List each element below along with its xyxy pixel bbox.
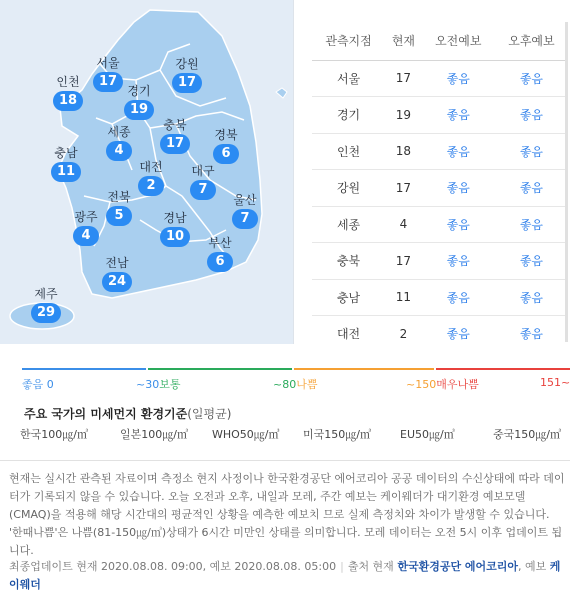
last-update-text: 최종업데이트 현재 2020.08.08. 09:00, 예보 2020.08.08. 05:00 xyxy=(9,560,337,573)
region-gyeongnam[interactable] xyxy=(155,211,195,247)
region-pm-value-badge: 6 xyxy=(213,144,239,164)
legend-threshold-80: ~80 xyxy=(273,378,297,391)
cell-pm-forecast: 좋음 xyxy=(495,170,568,207)
cell-am-forecast: 좋음 xyxy=(422,279,495,316)
section-divider xyxy=(0,460,570,461)
region-name: 충남 xyxy=(54,146,78,160)
cell-current: 2 xyxy=(385,316,422,345)
ulleung-island xyxy=(276,88,287,98)
region-pm-value-badge: 5 xyxy=(106,206,132,226)
table-row[interactable] xyxy=(312,97,568,134)
cell-pm-forecast: 좋음 xyxy=(495,243,568,280)
table-row[interactable] xyxy=(312,60,568,97)
legend-label-150 xyxy=(406,376,479,392)
standards-list xyxy=(0,426,570,442)
region-name: 경남 xyxy=(163,211,187,225)
cell-am-forecast: 좋음 xyxy=(422,170,495,207)
cell-station: 경기 xyxy=(312,97,385,134)
cell-current: 17 xyxy=(385,243,422,280)
region-incheon[interactable] xyxy=(48,75,88,111)
cell-am-forecast: 좋음 xyxy=(422,133,495,170)
region-name: 세종 xyxy=(107,125,131,139)
region-pm-value-badge: 19 xyxy=(124,100,154,120)
region-gangwon[interactable] xyxy=(167,57,207,93)
region-name: 대구 xyxy=(191,164,215,178)
table-row[interactable] xyxy=(312,206,568,243)
cell-pm-forecast: 좋음 xyxy=(495,206,568,243)
meta-separator: | xyxy=(340,560,344,573)
region-name: 경기 xyxy=(127,84,151,98)
cell-station: 충북 xyxy=(312,243,385,280)
cell-pm-forecast: 좋음 xyxy=(495,316,568,345)
table-row[interactable] xyxy=(312,170,568,207)
legend-label-good: 좋음 0 xyxy=(22,378,54,391)
legend-label-151: 151~ xyxy=(540,376,570,389)
cell-station: 충남 xyxy=(312,279,385,316)
region-name: 경북 xyxy=(214,128,238,142)
source-airkorea-link[interactable]: 한국환경공단 에어코리아 xyxy=(397,560,519,573)
legend-bar-normal xyxy=(148,368,292,370)
region-name: 대전 xyxy=(139,160,163,174)
standards-title-text: 주요 국가의 미세먼지 환경기준 xyxy=(24,407,188,421)
cell-pm-forecast: 좋음 xyxy=(495,133,568,170)
data-notice-text: 현재는 실시간 관측된 자료이며 측정소 현지 사정이나 한국환경공단 에어코리아 공공 데이터의 수신상태에 따라 데이터가 기록되지 않을 수 있습니다. 오늘 오전과 오후, 내일과 모레, 주간 예보는 케이웨더가 대기환경 예보모델(CMAQ)을 적용해 해당 시간대의 평균적인 상황을 예측한 예보치 므로 실제 측정치와 차이가 발생할 수 있습니다. '한때나쁨'은 나쁨(81-150㎍/㎥)상태가 6시간 미만인 상태를 의미합니다. 모레 데이터는 오전 5시 이후 업데이트 됩니다. xyxy=(9,472,565,557)
cell-station: 인천 xyxy=(312,133,385,170)
region-name: 강원 xyxy=(175,57,199,71)
cell-station: 대전 xyxy=(312,316,385,345)
standard-korea: 한국100㎍/㎥ xyxy=(20,428,88,441)
standard-china: 중국150㎍/㎥ xyxy=(493,428,561,441)
cell-pm-forecast: 좋음 xyxy=(495,97,568,134)
region-pm-value-badge: 7 xyxy=(190,180,216,200)
legend-bar-bad xyxy=(294,368,434,370)
region-pm-value-badge: 18 xyxy=(53,91,83,111)
standards-title-sub: (일평균) xyxy=(187,407,232,421)
legend-threshold-30: ~30 xyxy=(136,378,160,391)
cell-station: 세종 xyxy=(312,206,385,243)
table-row[interactable] xyxy=(312,243,568,280)
legend-threshold-150: ~150 xyxy=(406,378,437,391)
region-pm-value-badge: 17 xyxy=(160,134,190,154)
cell-current: 11 xyxy=(385,279,422,316)
cell-current: 19 xyxy=(385,97,422,134)
column-header-current: 현재 xyxy=(385,22,422,60)
region-busan[interactable] xyxy=(200,236,240,272)
region-pm-value-badge: 6 xyxy=(207,252,233,272)
region-pm-value-badge: 17 xyxy=(93,72,123,92)
region-pm-value-badge: 2 xyxy=(138,176,164,196)
region-pm-value-badge: 4 xyxy=(106,141,132,161)
cell-current: 17 xyxy=(385,60,422,97)
cell-current: 4 xyxy=(385,206,422,243)
region-pm-value-badge: 11 xyxy=(51,162,81,182)
cell-am-forecast: 좋음 xyxy=(422,97,495,134)
cell-am-forecast: 좋음 xyxy=(422,60,495,97)
legend-bar-good xyxy=(22,368,146,370)
region-ulsan[interactable] xyxy=(225,193,265,229)
region-chungnam[interactable] xyxy=(46,146,86,182)
standards-title xyxy=(24,405,231,422)
region-name: 전북 xyxy=(107,190,131,204)
region-name: 서울 xyxy=(96,56,120,70)
pm-scale-legend xyxy=(0,364,570,394)
region-name: 부산 xyxy=(208,236,232,250)
region-gyeongbuk[interactable] xyxy=(206,128,246,164)
cell-am-forecast: 좋음 xyxy=(422,316,495,345)
air-quality-map xyxy=(0,0,294,344)
region-sejong[interactable] xyxy=(99,125,139,161)
source-prefix: 출처 현재 xyxy=(347,560,394,573)
region-jeonnam[interactable] xyxy=(97,256,137,292)
standard-japan: 일본100㎍/㎥ xyxy=(120,428,188,441)
region-pm-value-badge: 17 xyxy=(172,73,202,93)
table-row[interactable] xyxy=(312,316,568,345)
standard-who: WHO50㎍/㎥ xyxy=(212,428,280,441)
region-pm-value-badge: 29 xyxy=(31,303,61,323)
table-scrollbar[interactable] xyxy=(565,22,568,342)
region-jeju[interactable] xyxy=(26,287,66,323)
cell-station: 서울 xyxy=(312,60,385,97)
source-kweather-link[interactable]: 케이웨더 xyxy=(9,560,561,591)
legend-label-80 xyxy=(273,376,317,392)
column-header-pm-forecast: 오후예보 xyxy=(495,22,568,60)
legend-bar-very-bad xyxy=(436,368,570,370)
region-gyeonggi[interactable] xyxy=(119,84,159,120)
legend-name-normal: 보통 xyxy=(159,378,181,391)
column-header-station: 관측지점 xyxy=(312,22,385,60)
region-name: 울산 xyxy=(233,193,257,207)
standard-usa: 미국150㎍/㎥ xyxy=(303,428,371,441)
region-name: 인천 xyxy=(56,75,80,89)
region-name: 전남 xyxy=(105,256,129,270)
region-name: 충북 xyxy=(163,118,187,132)
legend-name-bad: 나쁨 xyxy=(296,378,318,391)
air-quality-table-panel[interactable] xyxy=(312,22,568,344)
region-gwangju[interactable] xyxy=(66,210,106,246)
region-pm-value-badge: 24 xyxy=(102,272,132,292)
cell-pm-forecast: 좋음 xyxy=(495,60,568,97)
region-name: 제주 xyxy=(34,287,58,301)
table-header-row xyxy=(312,22,568,60)
standard-eu: EU50㎍/㎥ xyxy=(400,428,455,441)
region-pm-value-badge: 7 xyxy=(232,209,258,229)
cell-am-forecast: 좋음 xyxy=(422,243,495,280)
cell-current: 17 xyxy=(385,170,422,207)
cell-pm-forecast: 좋음 xyxy=(495,279,568,316)
table-row[interactable] xyxy=(312,133,568,170)
source-mid: , 예보 xyxy=(518,560,547,573)
cell-current: 18 xyxy=(385,133,422,170)
table-row[interactable] xyxy=(312,279,568,316)
air-quality-table xyxy=(312,22,568,344)
legend-label-30 xyxy=(136,376,180,392)
region-chungbuk[interactable] xyxy=(155,118,195,154)
cell-station: 강원 xyxy=(312,170,385,207)
region-pm-value-badge: 10 xyxy=(160,227,190,247)
cell-am-forecast: 좋음 xyxy=(422,206,495,243)
region-daegu[interactable] xyxy=(183,164,223,200)
update-and-source-line xyxy=(9,558,565,594)
region-pm-value-badge: 4 xyxy=(73,226,99,246)
legend-name-very-bad: 매우나쁨 xyxy=(436,378,479,391)
column-header-am-forecast: 오전예보 xyxy=(422,22,495,60)
region-name: 광주 xyxy=(74,210,98,224)
